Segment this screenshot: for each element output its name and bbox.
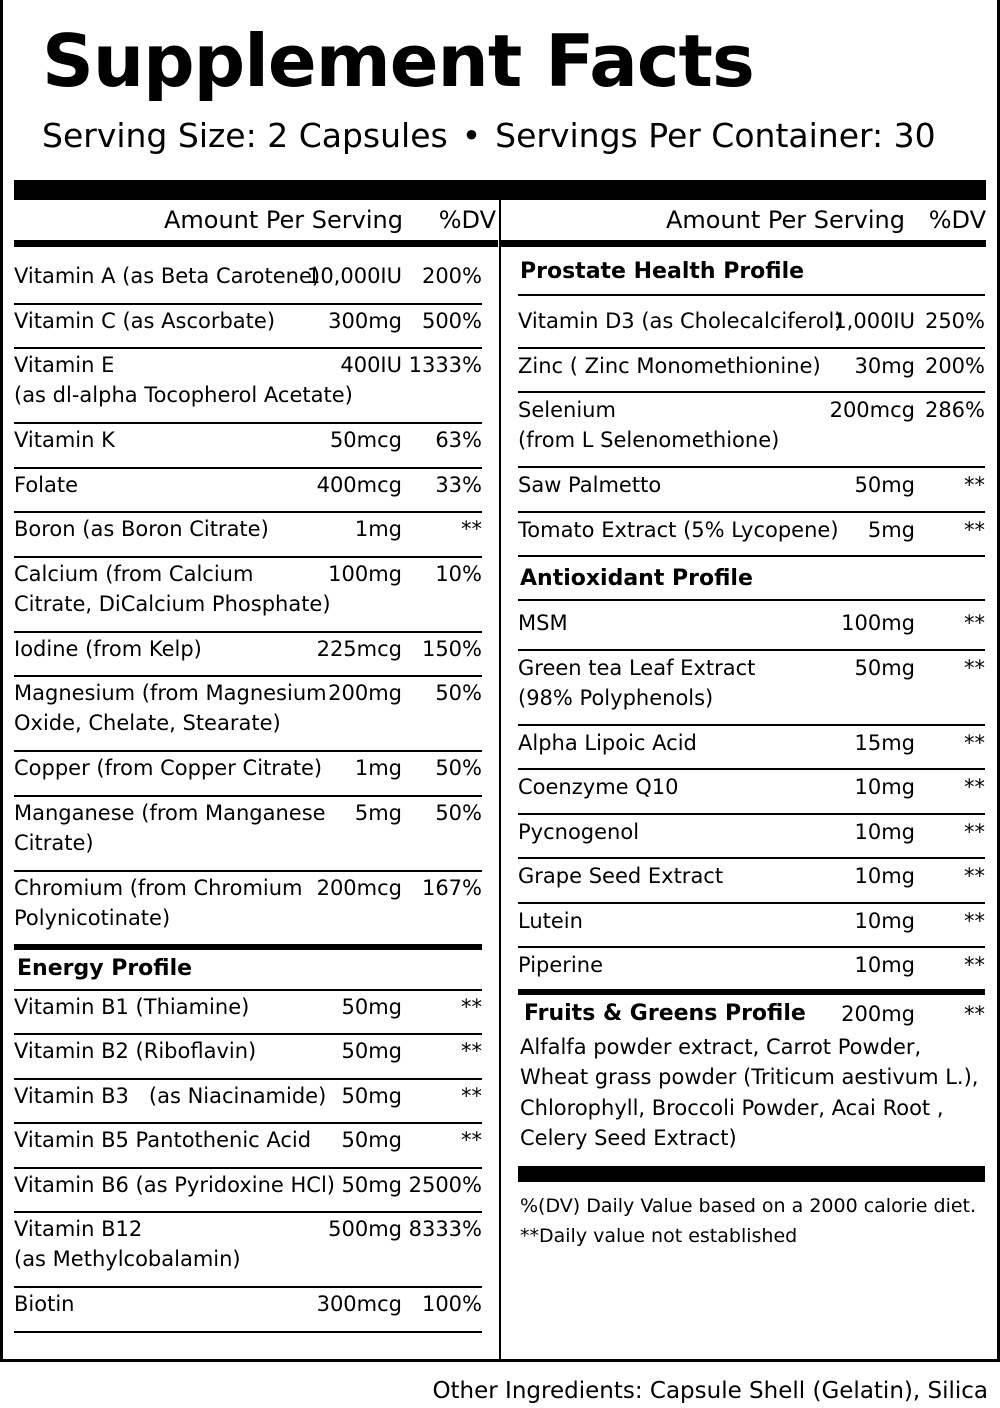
nutrient-row [14, 261, 482, 306]
nutrient-amount: 225mcg [316, 636, 402, 661]
nutrient-amount: 10mg [854, 775, 915, 799]
nutrient-row [14, 1289, 482, 1334]
nutrient-row [518, 306, 985, 351]
nutrient-row [518, 772, 985, 817]
row-separator [518, 599, 985, 601]
nutrient-name-line: Citrate) [14, 830, 94, 855]
nutrient-amount: 300mg [328, 308, 402, 333]
nutrient-dv: ** [964, 517, 985, 542]
nutrient-name-line: Vitamin B2 (Riboflavin) [14, 1039, 257, 1063]
nutrient-name-line: (as Methylcobalamin) [14, 1247, 241, 1271]
nutrient-name-line: Calcium (from Calcium [14, 561, 254, 586]
nutrient-dv: ** [461, 517, 482, 541]
row-separator [518, 511, 985, 513]
nutrient-name [14, 350, 353, 410]
nutrient-row [14, 470, 482, 515]
nutrient-dv: ** [964, 655, 985, 680]
nutrient-row [14, 1214, 482, 1289]
nutrient-dv: 50% [435, 681, 482, 705]
nutrient-name-line: Vitamin D3 (as Cholecalciferol) [518, 309, 843, 333]
nutrient-name [14, 1081, 326, 1111]
section-rule [518, 989, 985, 995]
nutrient-amount: 5mg [867, 517, 915, 542]
nutrient-name [14, 1214, 241, 1274]
row-separator [14, 1167, 482, 1169]
nutrient-row [518, 395, 985, 470]
row-separator [14, 1122, 482, 1124]
row-separator [518, 946, 985, 948]
nutrient-row [518, 608, 985, 653]
nutrient-amount: 400mcg [316, 472, 402, 497]
nutrient-name [14, 798, 326, 858]
nutrient-row [14, 1036, 482, 1081]
nutrient-dv: ** [461, 994, 482, 1019]
nutrient-name-line: Polynicotinate) [14, 905, 171, 930]
nutrient-dv: ** [964, 611, 985, 635]
row-separator [14, 347, 482, 349]
fruits-greens-ingredients [520, 1032, 978, 1154]
nutrient-name-line: Tomato Extract (5% Lycopene) [518, 517, 839, 542]
prostate-profile-title: Prostate Health Profile [520, 259, 805, 284]
nutrient-amount: 300mcg [316, 1292, 402, 1316]
nutrient-row [518, 515, 985, 560]
nutrient-name-line: Citrate, DiCalcium Phosphate) [14, 591, 331, 616]
energy-profile-title: Energy Profile [17, 955, 193, 981]
nutrient-amount: 50mg [341, 1172, 402, 1197]
nutrient-dv: 167% [421, 875, 482, 900]
nutrient-amount: 200mcg [829, 398, 915, 422]
nutrient-amount: 1,000IU [833, 309, 915, 333]
row-separator [14, 631, 482, 633]
nutrient-name [14, 1170, 335, 1200]
nutrient-dv: ** [461, 1128, 482, 1152]
nutrient-amount: 50mg [341, 1128, 402, 1152]
left-column [14, 247, 482, 1357]
row-separator [518, 347, 985, 349]
row-separator [518, 391, 985, 393]
nutrient-dv: ** [964, 819, 985, 844]
row-separator [14, 1033, 482, 1035]
right-header-amount: Amount Per Serving [665, 206, 905, 234]
nutrient-name-line: Zinc ( Zinc Monomethionine) [518, 353, 821, 378]
nutrient-name [14, 425, 115, 455]
nutrient-name [518, 728, 697, 758]
nutrient-amount: 10mg [854, 953, 915, 977]
nutrient-dv: ** [964, 953, 985, 977]
row-separator [14, 556, 482, 558]
nutrient-amount: 1mg [354, 517, 402, 541]
nutrient-dv: 250% [924, 309, 985, 333]
nutrient-name-line: Magnesium (from Magnesium [14, 681, 327, 705]
nutrient-row [14, 753, 482, 798]
nutrient-amount: 10,000IU [306, 264, 402, 288]
nutrient-row [518, 470, 985, 515]
nutrient-name [518, 817, 639, 847]
left-header-amount: Amount Per Serving [163, 206, 403, 234]
ingredient-line: Alfalfa powder extract, Carrot Powder, [520, 1034, 922, 1059]
nutrient-dv: 1333% [408, 353, 482, 377]
nutrient-dv: 50% [435, 756, 482, 780]
row-separator [518, 768, 985, 770]
nutrient-name-line: Vitamin E [14, 353, 115, 377]
nutrient-dv: 200% [924, 353, 985, 378]
nutrient-dv: ** [461, 1039, 482, 1063]
antioxidant-profile-title: Antioxidant Profile [520, 566, 753, 591]
nutrient-name [518, 861, 723, 891]
left-header-dv: %DV [438, 206, 496, 234]
nutrient-name-line: Vitamin A (as Beta Carotene) [14, 264, 321, 288]
nutrient-amount: 50mg [341, 994, 402, 1019]
nutrient-amount: 100mg [841, 611, 915, 635]
nutrient-name [518, 653, 755, 713]
nutrient-name [518, 470, 661, 500]
row-separator [518, 724, 985, 726]
nutrient-name-line: Vitamin B5 Pantothenic Acid [14, 1128, 312, 1152]
nutrient-row [518, 351, 985, 396]
nutrient-name-line: Lutein [518, 908, 583, 933]
nutrient-row [14, 350, 482, 425]
row-separator [518, 649, 985, 651]
nutrient-name [14, 678, 327, 738]
nutrient-name-line: Pycnogenol [518, 819, 640, 844]
row-separator [14, 1078, 482, 1080]
row-separator [14, 1211, 482, 1213]
nutrient-name [14, 261, 320, 291]
nutrient-name-line: Grape Seed Extract [518, 864, 724, 888]
nutrient-name [518, 306, 843, 336]
nutrient-dv: 50% [435, 800, 482, 825]
nutrient-name-line: Green tea Leaf Extract [518, 655, 756, 680]
nutrient-name [14, 514, 269, 544]
nutrient-dv: 200% [421, 264, 482, 288]
nutrient-name-line: Vitamin B3 (as Niacinamide) [14, 1083, 327, 1108]
nutrient-name [14, 1036, 256, 1066]
row-separator [14, 870, 482, 872]
bullet-separator: • [461, 116, 482, 155]
nutrient-dv: 8333% [408, 1217, 482, 1241]
row-separator [14, 511, 482, 513]
column-divider [499, 200, 501, 1362]
row-separator [14, 675, 482, 677]
footnote-bar [518, 1166, 985, 1182]
nutrient-row [14, 514, 482, 559]
ingredient-line: Celery Seed Extract) [520, 1126, 737, 1150]
nutrient-amount: 50mg [341, 1083, 402, 1108]
section-rule [14, 944, 482, 950]
nutrient-name-line: Folate [14, 472, 79, 497]
nutrient-name-line: Boron (as Boron Citrate) [14, 517, 269, 541]
nutrient-name-line: Selenium [518, 398, 616, 422]
row-separator [14, 1286, 482, 1288]
nutrient-dv: 33% [435, 472, 482, 497]
row-separator [14, 467, 482, 469]
nutrient-name [14, 1125, 311, 1155]
nutrient-dv: ** [964, 908, 985, 933]
nutrient-amount: 500mg [328, 1217, 402, 1241]
nutrient-amount: 30mg [854, 353, 915, 378]
nutrient-row [518, 861, 985, 906]
nutrient-name-line: Biotin [14, 1292, 75, 1316]
nutrient-row [14, 306, 482, 351]
nutrient-name [518, 608, 568, 638]
fruits-greens-amount: 200mg [841, 1001, 915, 1026]
left-header [14, 200, 498, 240]
nutrient-name [14, 470, 78, 500]
nutrient-name-line: Vitamin B1 (Thiamine) [14, 994, 250, 1019]
nutrient-name-line: (98% Polyphenols) [518, 685, 714, 710]
fruits-greens-title: Fruits & Greens Profile [524, 1000, 806, 1026]
nutrient-name-line: Manganese (from Manganese [14, 800, 326, 825]
nutrient-name-line: Chromium (from Chromium [14, 875, 303, 900]
nutrient-name [14, 559, 331, 619]
nutrient-row [14, 1125, 482, 1170]
nutrient-name [518, 906, 583, 936]
right-header [501, 200, 986, 240]
nutrient-row [14, 873, 482, 948]
nutrient-name [14, 1289, 74, 1319]
nutrient-dv: 100% [421, 1292, 482, 1316]
nutrient-row [14, 634, 482, 679]
nutrient-name-line: Coenzyme Q10 [518, 775, 679, 799]
nutrient-dv: 286% [924, 398, 985, 422]
nutrient-row [518, 728, 985, 773]
nutrient-row [14, 425, 482, 470]
nutrient-name [14, 873, 303, 933]
nutrient-name [518, 395, 779, 455]
nutrient-row [14, 678, 482, 753]
nutrient-dv: ** [964, 473, 985, 497]
nutrient-amount: 50mg [854, 473, 915, 497]
nutrient-name [14, 634, 202, 664]
nutrient-row [14, 798, 482, 873]
fruits-greens-dv: ** [964, 1001, 985, 1026]
nutrient-amount: 50mg [854, 655, 915, 680]
row-separator [14, 989, 482, 991]
nutrient-dv: ** [964, 730, 985, 755]
nutrient-amount: 10mg [854, 864, 915, 888]
nutrient-row [14, 1081, 482, 1126]
nutrient-dv: ** [964, 864, 985, 888]
left-header-rule [14, 240, 498, 247]
ingredient-line: Chlorophyll, Broccoli Powder, Acai Root , [520, 1095, 944, 1120]
nutrient-name-line: Oxide, Chelate, Stearate) [14, 711, 281, 735]
nutrient-amount: 1mg [354, 756, 402, 780]
nutrient-name [518, 515, 839, 545]
row-separator [518, 902, 985, 904]
ingredient-line: Wheat grass powder (Triticum aestivum L.), [520, 1065, 979, 1089]
row-separator [518, 857, 985, 859]
nutrient-dv: 2500% [408, 1172, 482, 1197]
nutrient-dv: 500% [421, 308, 482, 333]
nutrient-name [14, 992, 249, 1022]
nutrient-name-line: (as dl-alpha Tocopherol Acetate) [14, 383, 353, 407]
row-separator [14, 750, 482, 752]
fruits-greens-row [518, 999, 985, 1033]
nutrient-dv: 150% [421, 636, 482, 661]
nutrient-row [518, 817, 985, 862]
nutrient-name [518, 351, 821, 381]
nutrient-name [14, 306, 275, 336]
right-header-rule [501, 240, 986, 247]
nutrient-name-line: Vitamin B6 (as Pyridoxine HCl) [14, 1172, 335, 1197]
nutrient-dv: 10% [435, 561, 482, 586]
nutrient-amount: 50mg [341, 1039, 402, 1063]
nutrient-amount: 100mg [328, 561, 402, 586]
nutrient-name [14, 753, 322, 783]
nutrient-amount: 10mg [854, 908, 915, 933]
other-ingredients: Other Ingredients: Capsule Shell (Gelatin), Silica [432, 1378, 988, 1404]
nutrient-name-line: MSM [518, 611, 568, 635]
nutrient-row [518, 906, 985, 951]
nutrient-amount: 200mg [328, 681, 402, 705]
nutrient-amount: 15mg [854, 730, 915, 755]
nutrient-row [14, 992, 482, 1037]
right-header-dv: %DV [928, 206, 986, 234]
footnote-not-established: **Daily value not established [520, 1224, 798, 1247]
nutrient-name-line: Piperine [518, 953, 603, 977]
servings-per-container: Servings Per Container: 30 [495, 116, 936, 155]
nutrient-row [14, 1170, 482, 1215]
nutrient-amount: 50mcg [329, 428, 402, 452]
nutrient-name [518, 950, 603, 980]
row-separator [518, 555, 985, 557]
page-title: Supplement Facts [42, 19, 754, 103]
nutrient-name-line: Saw Palmetto [518, 473, 662, 497]
row-separator [518, 466, 985, 468]
row-separator [14, 1331, 482, 1333]
row-separator [518, 294, 985, 296]
serving-size: Serving Size: 2 Capsules [42, 116, 448, 155]
nutrient-name-line: Alpha Lipoic Acid [518, 730, 697, 755]
nutrient-name-line: Vitamin C (as Ascorbate) [14, 308, 276, 333]
nutrient-amount: 10mg [854, 819, 915, 844]
serving-info [42, 114, 936, 158]
nutrient-dv: ** [461, 1083, 482, 1108]
top-bar [14, 180, 986, 200]
nutrient-name [518, 772, 679, 802]
nutrient-amount: 200mcg [316, 875, 402, 900]
nutrient-name-line: Vitamin K [14, 428, 115, 452]
nutrient-name-line: Iodine (from Kelp) [14, 636, 202, 661]
nutrient-dv: 63% [435, 428, 482, 452]
row-separator [14, 422, 482, 424]
right-column [518, 247, 985, 1357]
nutrient-name-line: Copper (from Copper Citrate) [14, 756, 323, 780]
footnote-dv: %(DV) Daily Value based on a 2000 calorie diet. [520, 1194, 977, 1217]
nutrient-name-line: Vitamin B12 [14, 1217, 143, 1241]
nutrient-name-line: (from L Selenomethione) [518, 428, 780, 452]
row-separator [14, 303, 482, 305]
row-separator [14, 795, 482, 797]
nutrient-amount: 5mg [354, 800, 402, 825]
nutrient-dv: ** [964, 775, 985, 799]
nutrient-row [14, 559, 482, 634]
row-separator [518, 813, 985, 815]
nutrient-amount: 400IU [340, 353, 402, 377]
nutrient-row [518, 653, 985, 728]
